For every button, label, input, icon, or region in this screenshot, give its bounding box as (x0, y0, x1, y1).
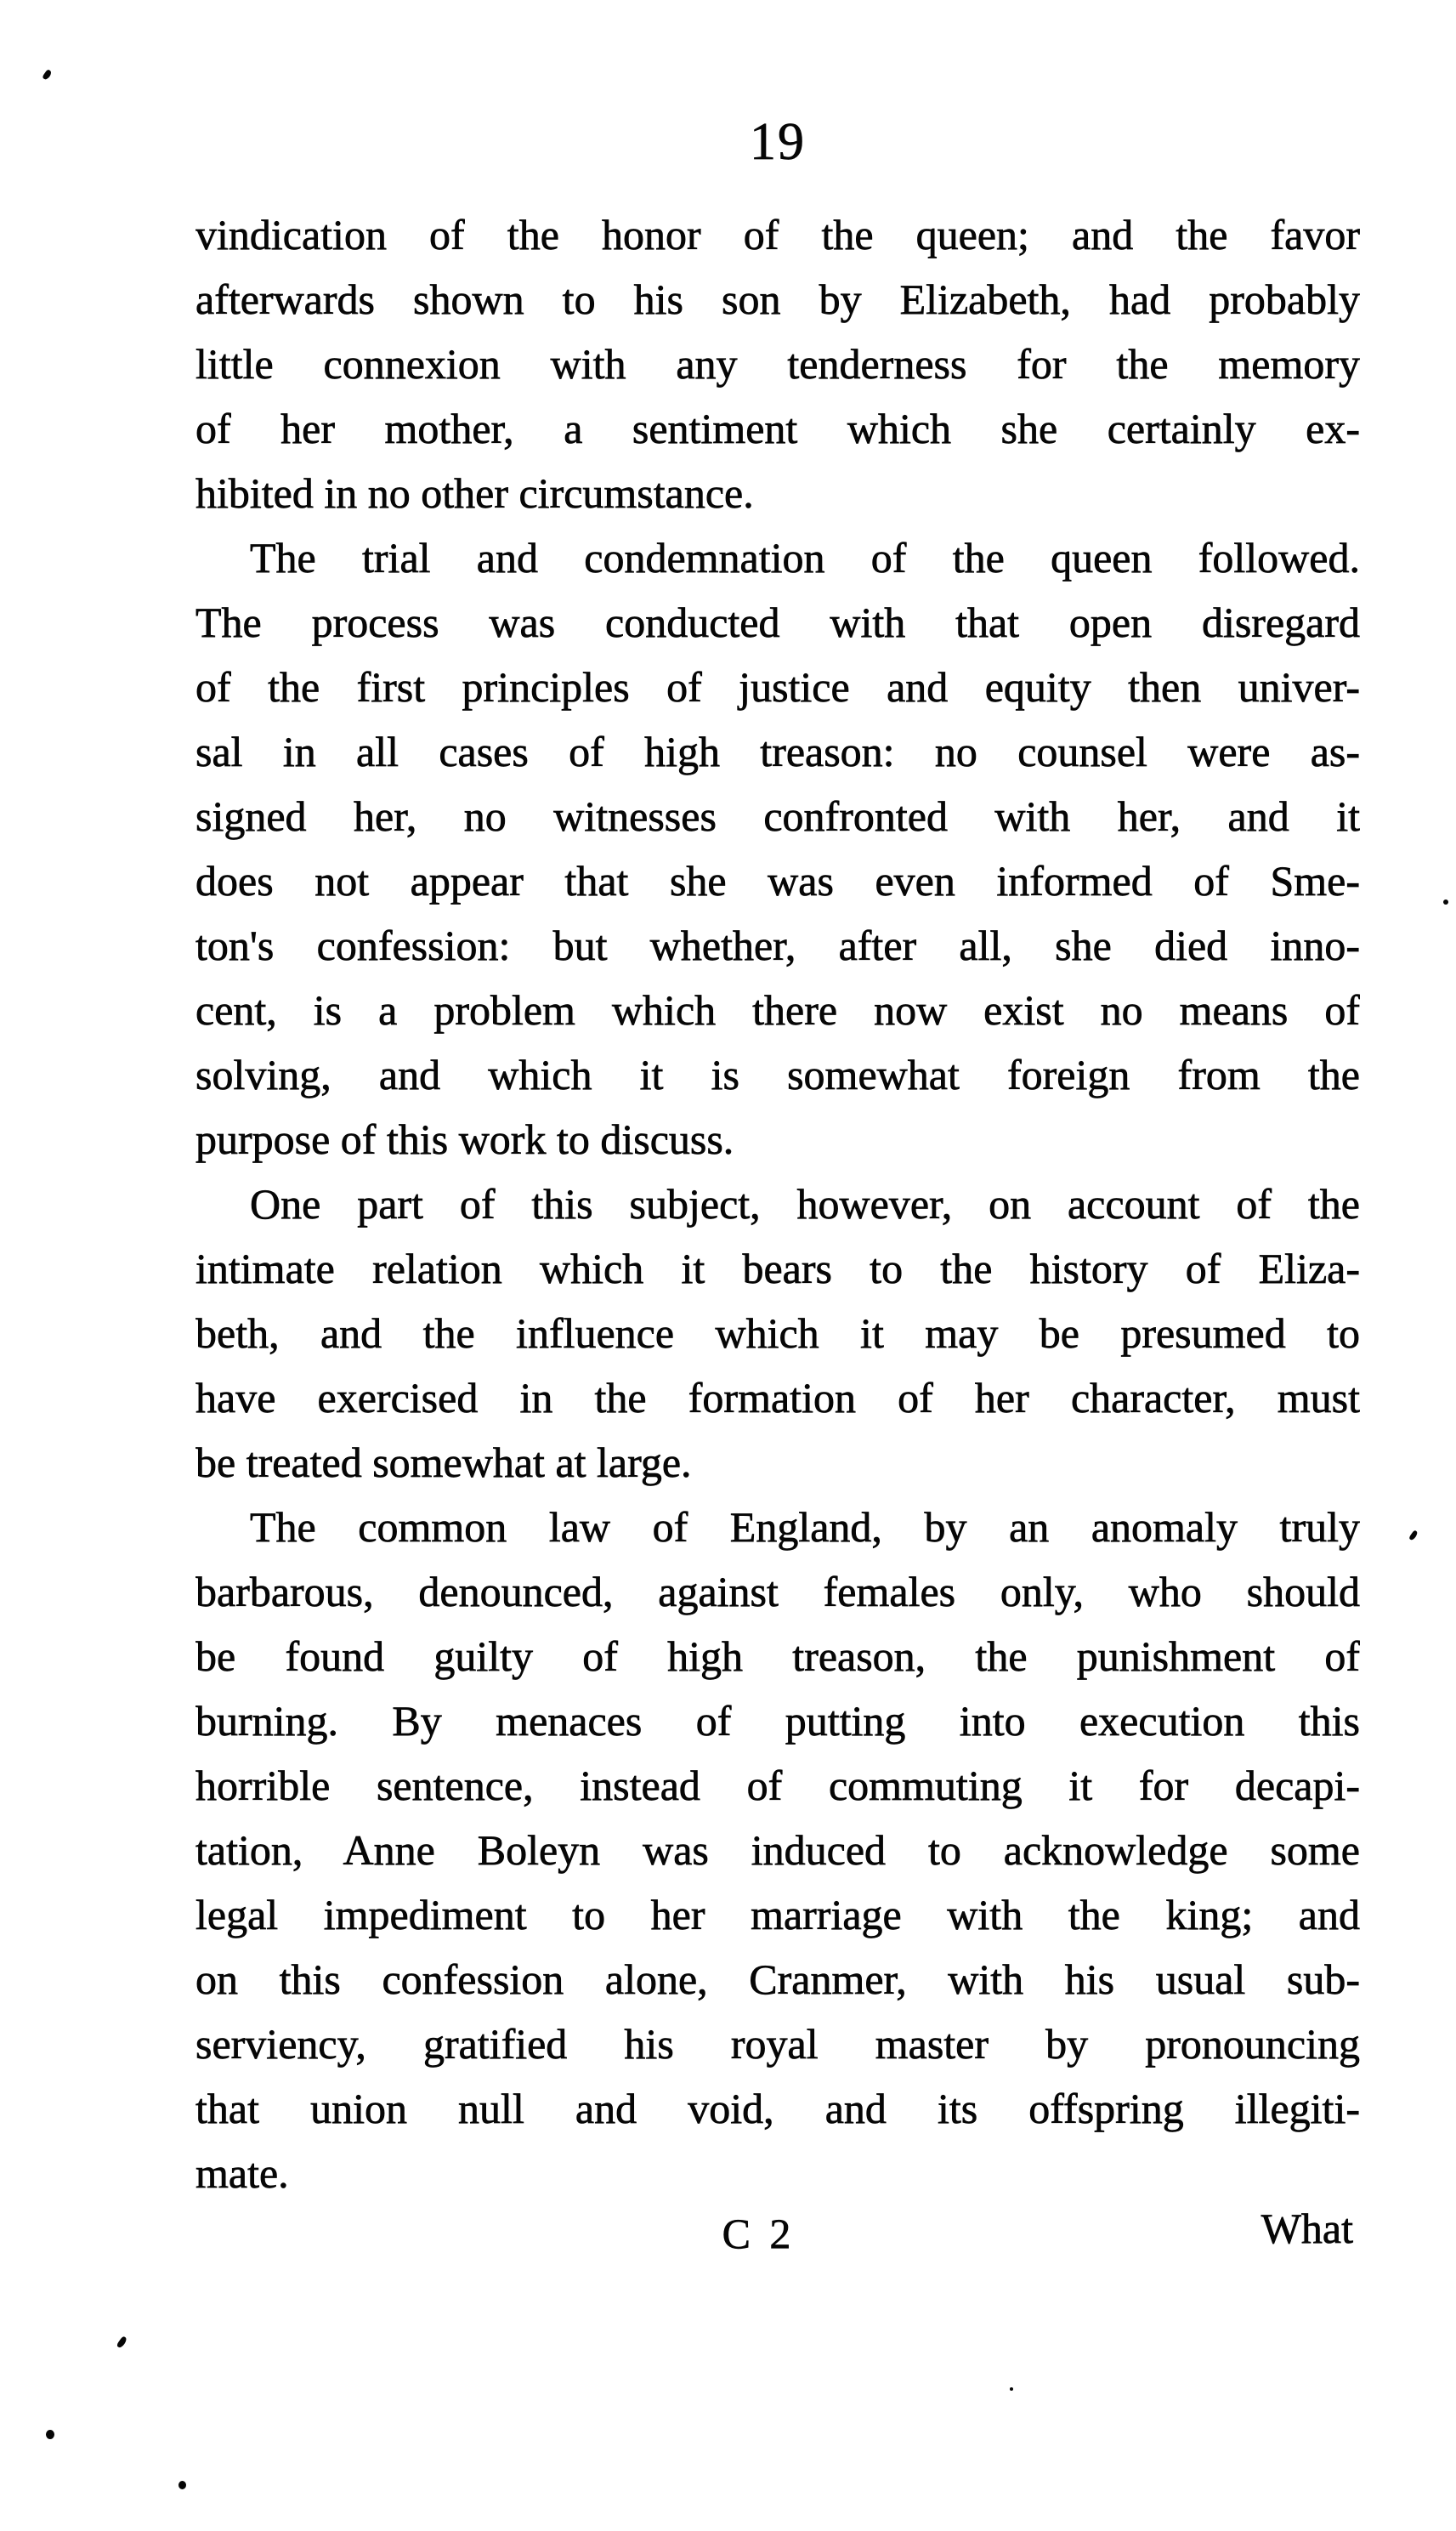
text-line: have exercised in the formation of her character, must (195, 1374, 1360, 1422)
scan-speck (42, 69, 53, 81)
text-line: One part of this subject, however, on account of the (250, 1180, 1360, 1228)
body-text (195, 202, 1360, 2205)
text-line: signed her, no witnesses confronted with her, and it (195, 792, 1360, 840)
text-line: be found guilty of high treason, the punishment of (195, 1632, 1360, 1680)
signature-mark: C 2 (722, 2210, 791, 2257)
text-line: The process was conducted with that open disregard (195, 599, 1360, 646)
text-line: of the first principles of justice and equity then univer- (195, 663, 1360, 711)
text-line: intimate relation which it bears to the history of Eliza- (195, 1245, 1360, 1292)
scan-speck (1010, 2387, 1013, 2391)
text-line: on this confession alone, Cranmer, with his usual sub- (195, 1955, 1360, 2003)
text-line: of her mother, a sentiment which she certainly ex- (195, 405, 1360, 452)
text-line: solving, and which it is somewhat foreign from the (195, 1051, 1360, 1098)
text-line: cent, is a problem which there now exist no means of (195, 986, 1360, 1034)
footer-row (195, 2205, 1360, 2273)
text-line: ton's confession: but whether, after all, she died inno- (195, 922, 1360, 969)
text-line: legal impediment to her marriage with the king; and (195, 1891, 1360, 1938)
text-line: The trial and condemnation of the queen followed. (250, 534, 1360, 582)
text-line: afterwards shown to his son by Elizabeth, had probably (195, 275, 1360, 323)
text-line: does not appear that she was even informed of Sme- (195, 857, 1360, 905)
text-line: burning. By menaces of putting into execution this (195, 1697, 1360, 1745)
text-line: serviency, gratified his royal master by pronouncing (195, 2020, 1360, 2068)
text-line: beth, and the influence which it may be presumed to (195, 1309, 1360, 1357)
scan-speck (1408, 1529, 1419, 1541)
text-line: little connexion with any tenderness for the memory (195, 340, 1360, 388)
page-number: 19 (750, 113, 806, 171)
text-line: hibited in no other circumstance. (195, 469, 754, 517)
catchword: What (1261, 2205, 1353, 2252)
text-line: The common law of England, by an anomaly truly (250, 1503, 1360, 1551)
text-line: horrible sentence, instead of commuting it for decapi- (195, 1762, 1360, 1809)
text-line: purpose of this work to discuss. (195, 1115, 734, 1163)
text-line: that union null and void, and its offspring illegiti- (195, 2085, 1360, 2132)
scan-speck (116, 2335, 128, 2348)
text-line: sal in all cases of high treason: no counsel were as- (195, 728, 1360, 775)
text-line: tation, Anne Boleyn was induced to acknowledge some (195, 1826, 1360, 1874)
text-line: barbarous, denounced, against females only, who should (195, 1568, 1360, 1615)
text-line: be treated somewhat at large. (195, 1439, 692, 1486)
scan-speck (178, 2481, 186, 2489)
text-line: mate. (195, 2149, 289, 2197)
text-line: vindication of the honor of the queen; and the favor (195, 211, 1360, 258)
scan-speck (1443, 899, 1448, 905)
scan-speck (46, 2430, 54, 2439)
